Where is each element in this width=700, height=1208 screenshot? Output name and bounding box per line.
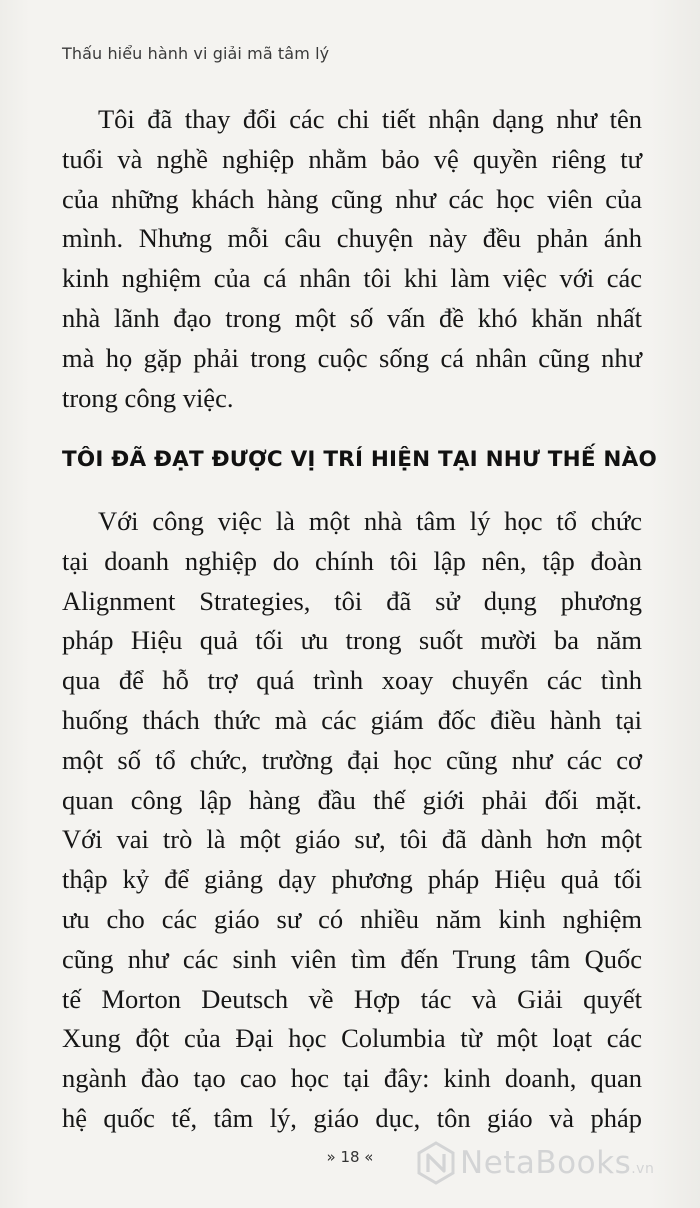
text-line: tuổi và nghề nghiệp nhằm bảo vệ quyền riêng tư xyxy=(62,143,642,174)
watermark-brand xyxy=(460,1145,654,1181)
text-line: Với công việc là một nhà tâm lý học tổ chức xyxy=(98,506,642,536)
text-line: tế Morton Deutsch về Hợp tác và Giải quyết xyxy=(62,983,642,1014)
text-line: huống thách thức mà các giám đốc điều hành tại xyxy=(62,704,642,735)
text-line: Alignment Strategies, tôi đã sử dụng phương xyxy=(62,585,642,616)
watermark-suffix: .vn xyxy=(631,1161,655,1177)
paragraph-intro xyxy=(62,100,642,418)
text-line: ưu cho các giáo sư có nhiều năm kinh nghiệm xyxy=(62,903,642,934)
paragraph-body xyxy=(62,502,642,1139)
text-line: Tôi đã thay đổi các chi tiết nhận dạng như tên xyxy=(98,104,642,134)
text-line: trong công việc. xyxy=(62,382,234,413)
text-line: tại doanh nghiệp do chính tôi lập nên, tập đoàn xyxy=(62,545,642,576)
running-header: Thấu hiểu hành vi giải mã tâm lý xyxy=(62,44,330,63)
text-line: Với vai trò là một giáo sư, tôi đã dành hơn một xyxy=(62,824,642,855)
netabooks-logo-icon xyxy=(416,1141,456,1185)
text-line: mà họ gặp phải trong cuộc sống cá nhân cũng như xyxy=(62,342,642,373)
text-line: Xung đột của Đại học Columbia từ một loạt các xyxy=(62,1023,642,1054)
watermark xyxy=(416,1141,654,1185)
text-line: quan công lập hàng đầu thế giới phải đối mặt. xyxy=(62,784,642,815)
text-line: một số tổ chức, trường đại học cũng như các cơ xyxy=(62,744,642,775)
text-line: hệ quốc tế, tâm lý, giáo dục, tôn giáo và pháp xyxy=(62,1102,642,1133)
text-line: kinh nghiệm của cá nhân tôi khi làm việc với các xyxy=(62,263,642,294)
text-line: cũng như các sinh viên tìm đến Trung tâm Quốc xyxy=(62,943,642,974)
watermark-brand-name: NetaBooks xyxy=(460,1145,632,1181)
text-line: pháp Hiệu quả tối ưu trong suốt mười ba năm xyxy=(62,625,642,656)
text-line: thập kỷ để giảng dạy phương pháp Hiệu quả tối xyxy=(62,864,642,895)
text-line: qua để hỗ trợ quá trình xoay chuyển các tình xyxy=(62,665,642,696)
text-line: nhà lãnh đạo trong một số vấn đề khó khăn nhất xyxy=(62,302,642,333)
text-line: mình. Nhưng mỗi câu chuyện này đều phản ánh xyxy=(62,223,642,254)
page-number: » 18 « xyxy=(326,1148,374,1166)
text-line: ngành đào tạo cao học tại đây: kinh doanh, quan xyxy=(62,1063,642,1094)
section-heading: TÔI ĐÃ ĐẠT ĐƯỢC VỊ TRÍ HIỆN TẠI NHƯ THẾ NÀO xyxy=(62,447,657,472)
text-line: của những khách hàng cũng như các học viên của xyxy=(62,183,642,214)
